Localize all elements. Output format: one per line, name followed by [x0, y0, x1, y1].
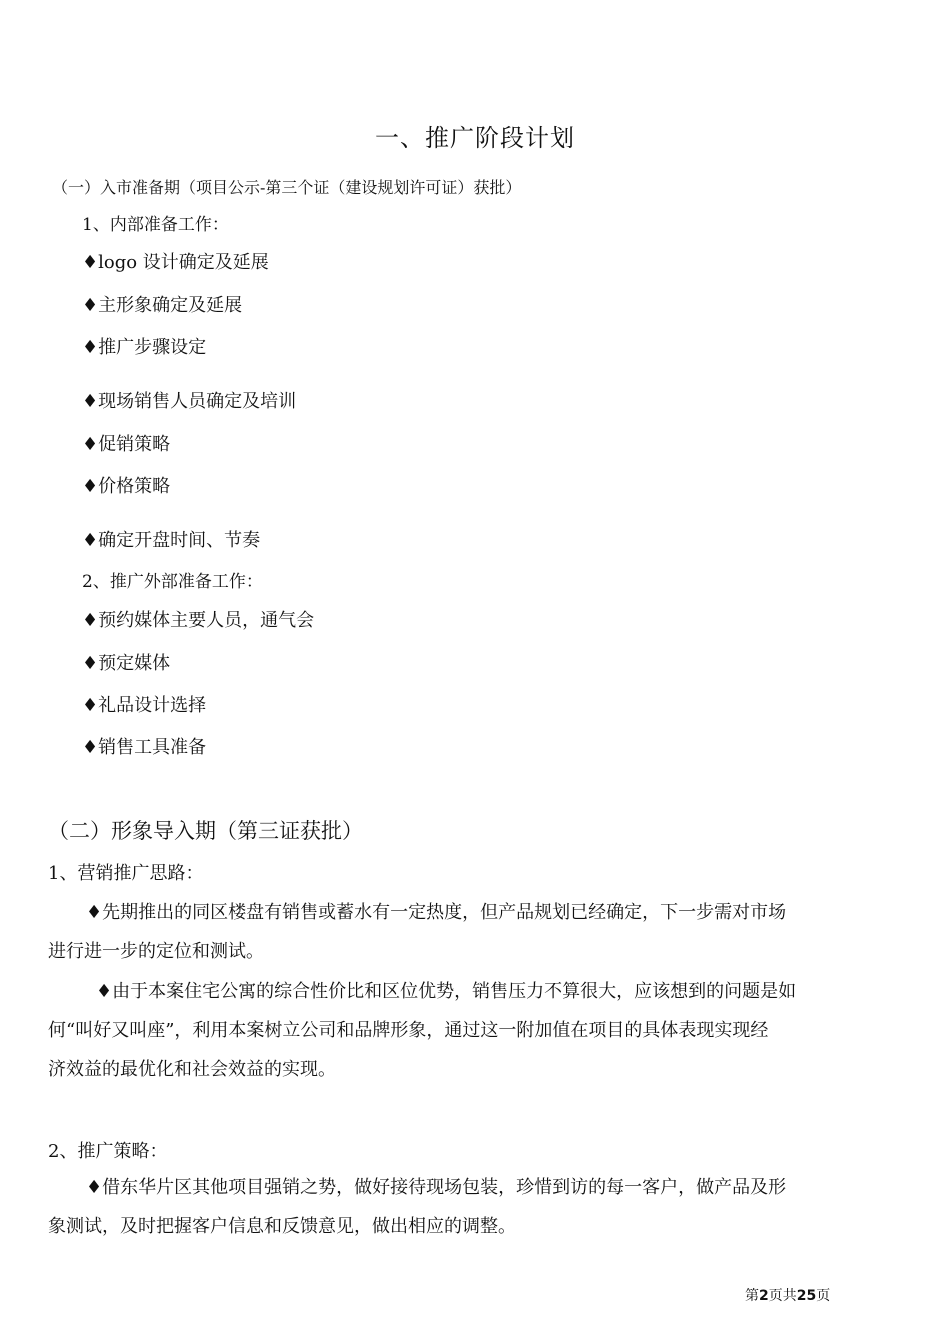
section-heading-entry-prep: （一）入市准备期（项目公示-第三个证（建设规划许可证）获批）: [52, 178, 522, 197]
paragraph-market-positioning: [48, 893, 888, 971]
marketing-idea-heading: 1、营销推广思路：: [48, 863, 204, 884]
list-item: ♦logo 设计确定及延展: [82, 252, 269, 273]
current-page-number: 2: [759, 1288, 769, 1304]
list-item: ♦预定媒体: [82, 653, 171, 674]
paragraph-promotion-strategy: [48, 1168, 888, 1246]
paragraph-line: 何“叫好又叫座”，利用本案树立公司和品牌形象，通过这一附加值在项目的具体表现实现经: [48, 1020, 769, 1041]
page-title: 一、推广阶段计划: [375, 124, 575, 152]
paragraph-line: ♦由于本案住宅公寓的综合性价比和区位优势，销售压力不算很大，应该想到的问题是如: [96, 981, 797, 1002]
paragraph-value-strategy: [48, 972, 888, 1089]
list-item: ♦销售工具准备: [82, 737, 207, 758]
page-footer: [745, 1285, 830, 1305]
list-item: ♦主形象确定及延展: [82, 295, 243, 316]
footer-suffix: 页: [816, 1288, 831, 1304]
paragraph-line: 进行进一步的定位和测试。: [48, 941, 264, 962]
total-page-count: 25: [796, 1288, 817, 1304]
footer-middle: 页共: [768, 1288, 797, 1304]
paragraph-line: ♦先期推出的同区楼盘有销售或蓄水有一定热度，但产品规划已经确定，下一步需对市场: [86, 902, 787, 923]
list-item: ♦价格策略: [82, 476, 171, 497]
section-heading-image-intro: （二）形象导入期（第三证获批）: [48, 819, 363, 843]
list-item: ♦促销策略: [82, 434, 171, 455]
list-item: ♦预约媒体主要人员，通气会: [82, 610, 315, 631]
list-item: ♦现场销售人员确定及培训: [82, 391, 297, 412]
list-item: ♦确定开盘时间、节奏: [82, 530, 261, 551]
paragraph-line: 象测试，及时把握客户信息和反馈意见，做出相应的调整。: [48, 1216, 516, 1237]
external-prep-heading: 2、推广外部准备工作：: [82, 572, 263, 592]
paragraph-line: ♦借东华片区其他项目强销之势，做好接待现场包装，珍惜到访的每一客户，做产品及形: [86, 1177, 787, 1198]
footer-prefix: 第: [745, 1288, 759, 1304]
list-item: ♦礼品设计选择: [82, 695, 207, 716]
list-item: ♦推广步骤设定: [82, 337, 207, 358]
promotion-strategy-heading: 2、推广策略：: [48, 1141, 168, 1162]
internal-prep-heading: 1、内部准备工作：: [82, 215, 229, 235]
paragraph-line: 济效益的最优化和社会效益的实现。: [48, 1059, 336, 1080]
